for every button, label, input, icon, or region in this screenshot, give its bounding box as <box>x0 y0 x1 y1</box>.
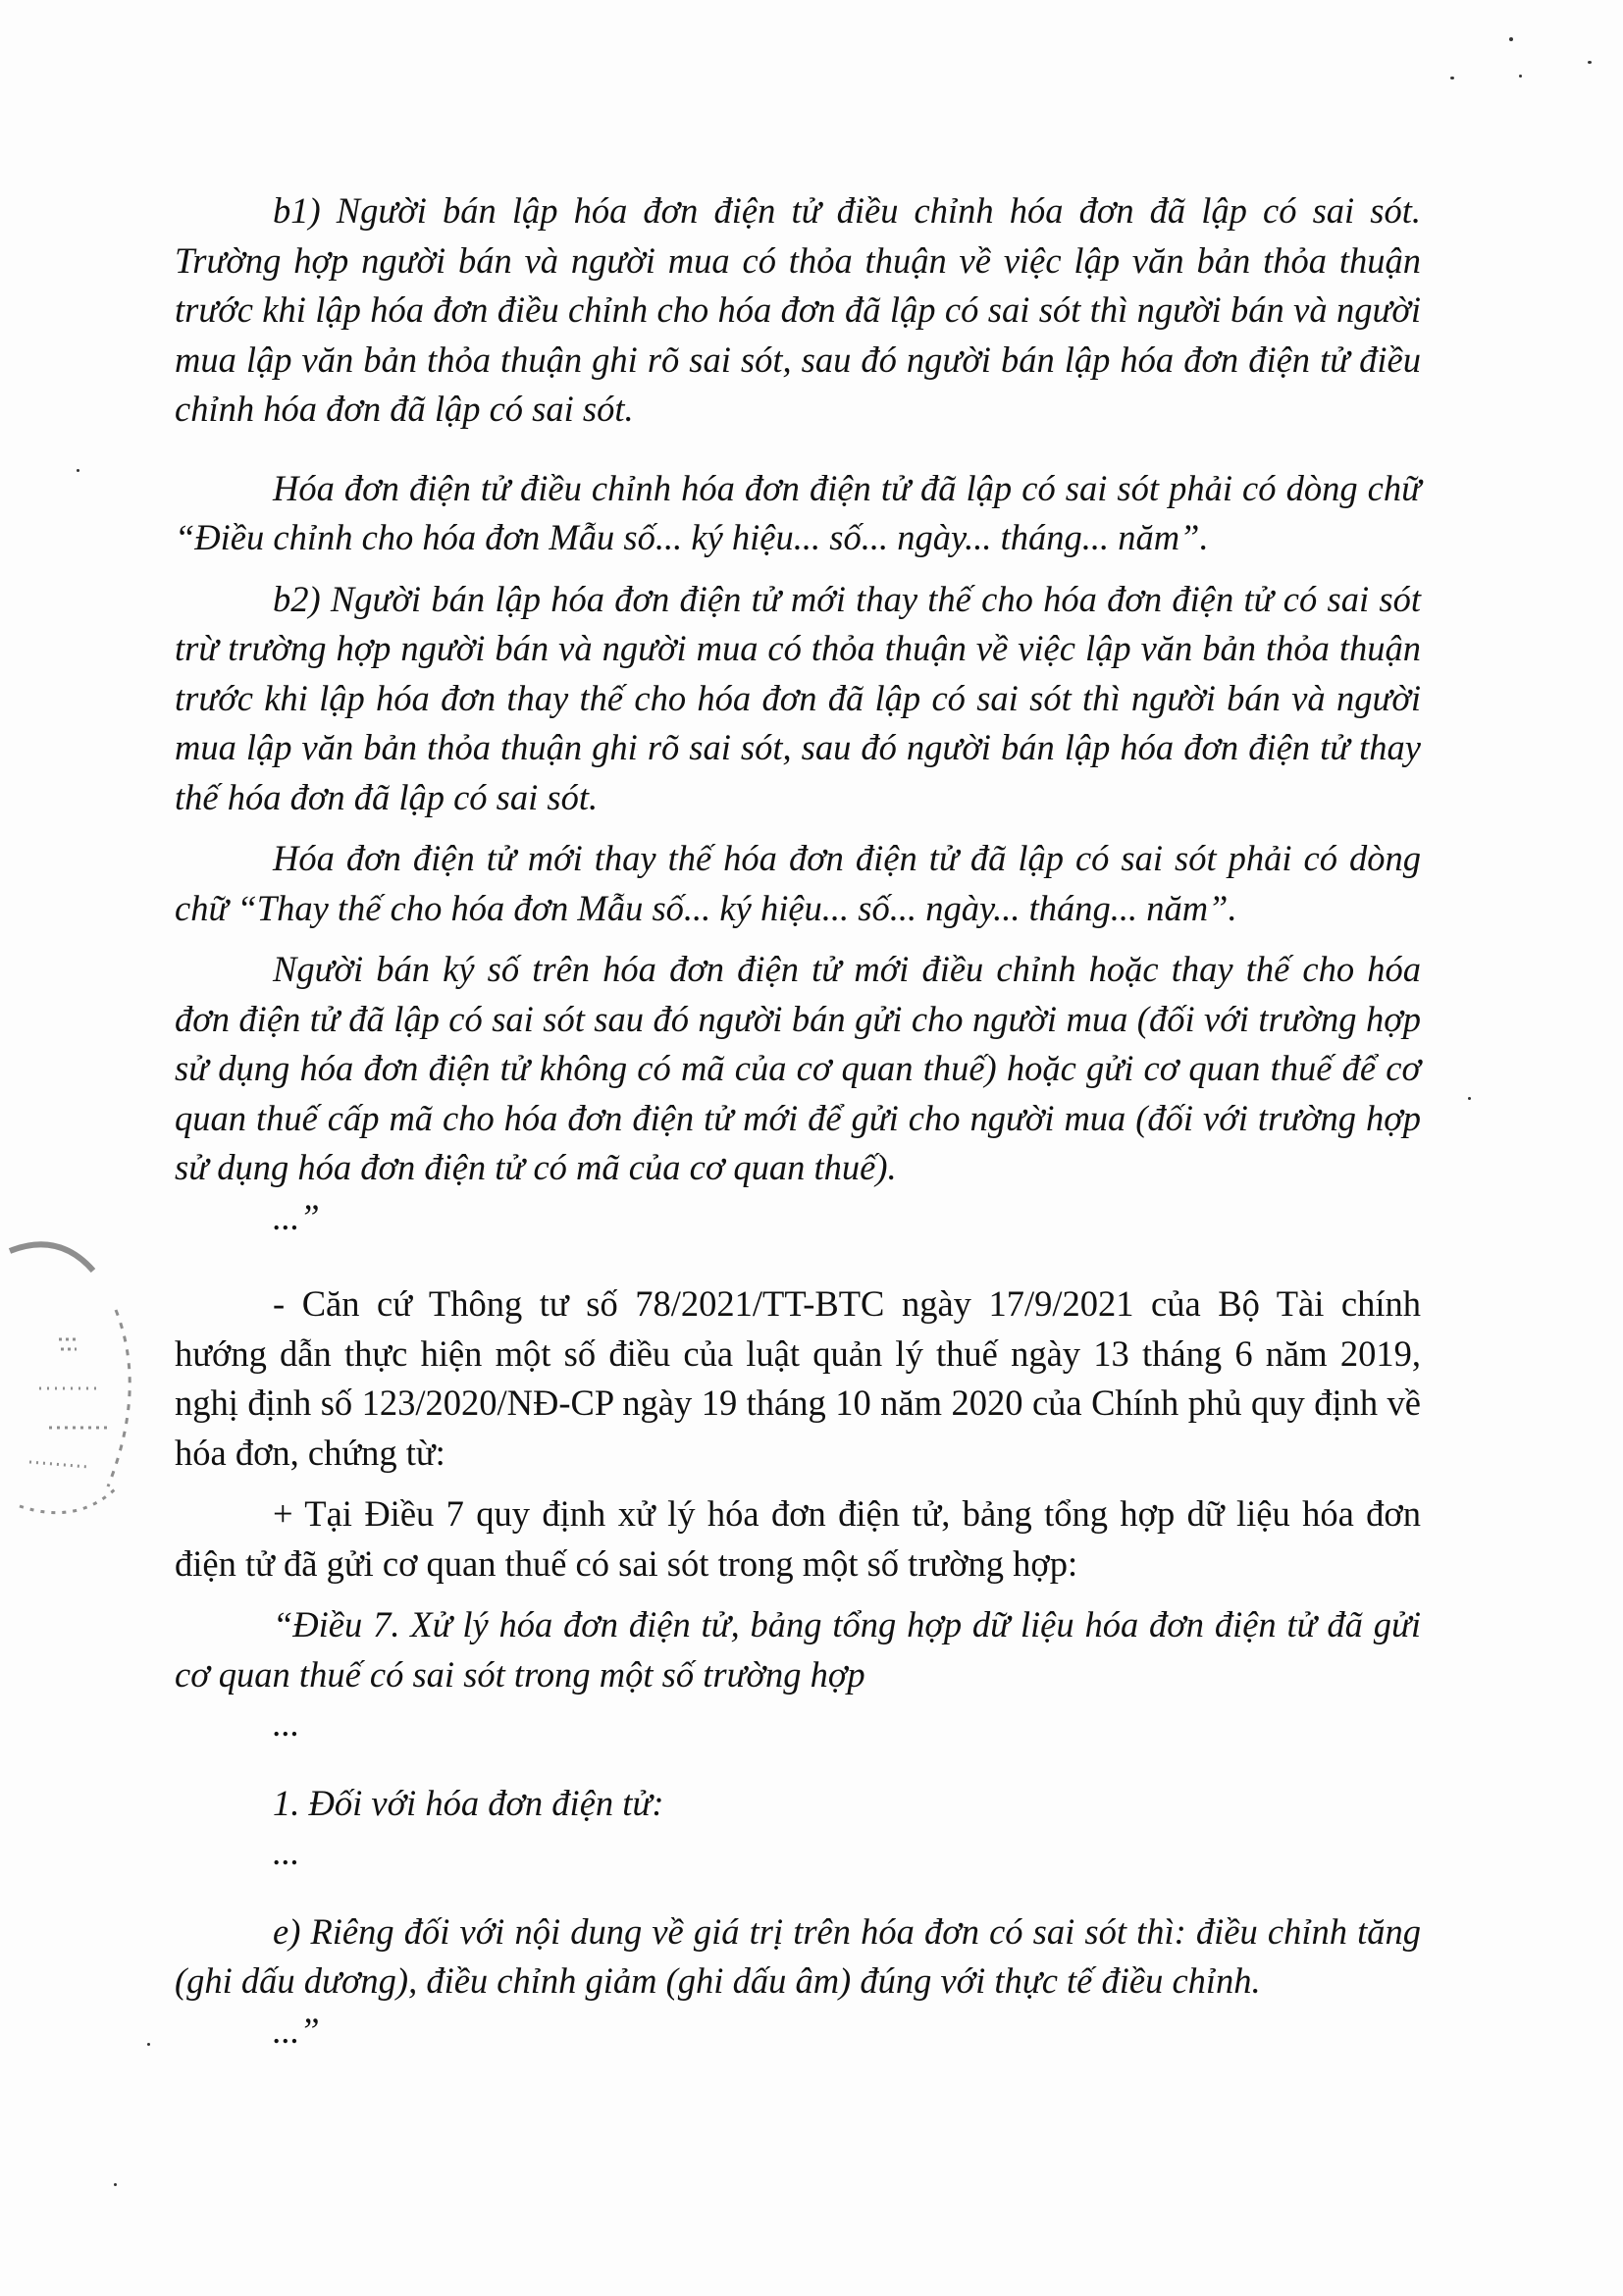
scan-speck <box>1588 61 1592 64</box>
scan-speck <box>77 469 79 472</box>
paragraph-item-e: e) Riêng đối với nội dung về giá trị trên hóa đơn có sai sót thì: điều chỉnh tăng (ghi dấu dương), điều chỉnh giảm (ghi dấu âm) đúng với thực tế điều chỉnh. <box>175 1910 1421 2001</box>
paragraph-legal-basis: - Căn cứ Thông tư số 78/2021/TT-BTC ngày 17/9/2021 của Bộ Tài chính hướng dẫn thực hiện một số điều của luật quản lý thuế ngày 13 tháng 6 năm 2019, nghị định số 123/2020/NĐ-CP ngày 19 tháng 10 năm 2020 của Chính phủ quy định về hóa đơn, chứng từ: <box>175 1283 1421 1473</box>
document-body <box>175 186 1421 2056</box>
paragraph-b1: b1) Người bán lập hóa đơn điện tử điều chỉnh hóa đơn đã lập có sai sót. Trường hợp người bán và người mua có thỏa thuận về việc lập văn bản thỏa thuận trước khi lập hóa đơn điều chỉnh cho hóa đơn đã lập có sai sót thì người bán và người mua lập văn bản thỏa thuận ghi rõ sai sót, sau đó người bán lập hóa đơn điện tử điều chỉnh hóa đơn đã lập có sai sót. <box>175 190 1421 429</box>
scan-speck <box>1450 77 1454 79</box>
paragraph-b2: b2) Người bán lập hóa đơn điện tử mới thay thế cho hóa đơn điện tử có sai sót trừ trường hợp người bán và người mua có thỏa thuận về việc lập văn bản thỏa thuận trước khi lập hóa đơn thay thế cho hóa đơn đã lập có sai sót thì người bán và người mua lập văn bản thỏa thuận ghi rõ sai sót, sau đó người bán lập hóa đơn điện tử thay thế hóa đơn đã lập có sai sót. <box>175 578 1421 817</box>
scan-speck <box>1468 1097 1471 1100</box>
scan-speck <box>1519 75 1522 78</box>
paragraph-article7-intro: + Tại Điều 7 quy định xử lý hóa đơn điện tử, bảng tổng hợp dữ liệu hóa đơn điện tử đã gửi cơ quan thuế có sai sót trong một số trường hợp: <box>175 1493 1421 1584</box>
partial-seal-stamp <box>0 1231 157 1555</box>
paragraph-b1-note: Hóa đơn điện tử điều chỉnh hóa đơn điện tử đã lập có sai sót phải có dòng chữ “Điều chỉnh cho hóa đơn Mẫu số... ký hiệu... số... ngày... tháng... năm”. <box>175 467 1421 557</box>
ellipsis: ... <box>273 1832 300 1872</box>
paragraph-item-1: 1. Đối với hóa đơn điện tử: <box>273 1782 664 1823</box>
ellipsis-close-quote: ...” <box>273 1196 320 1237</box>
paragraph-b2-note: Hóa đơn điện tử mới thay thế hóa đơn điện tử đã lập có sai sót phải có dòng chữ “Thay thế cho hóa đơn Mẫu số... ký hiệu... số... ngày... tháng... năm”. <box>175 838 1421 928</box>
ellipsis: ... <box>273 1703 300 1744</box>
scan-speck <box>147 2043 150 2046</box>
ellipsis-close-quote: ...” <box>273 2009 320 2051</box>
paragraph-article7-title: “Điều 7. Xử lý hóa đơn điện tử, bảng tổng hợp dữ liệu hóa đơn điện tử đã gửi cơ quan thuế có sai sót trong một số trường hợp <box>175 1604 1421 1695</box>
scan-speck <box>114 2183 117 2186</box>
scan-speck <box>1509 37 1513 41</box>
paragraph-signing: Người bán ký số trên hóa đơn điện tử mới điều chỉnh hoặc thay thế cho hóa đơn điện tử đã lập có sai sót sau đó người bán gửi cho người mua (đối với trường hợp sử dụng hóa đơn điện tử không có mã của cơ quan thuế) hoặc gửi cơ quan thuế để cơ quan thuế cấp mã cho hóa đơn điện tử mới để gửi cho người mua (đối với trường hợp sử dụng hóa đơn điện tử có mã của cơ quan thuế). <box>175 949 1421 1187</box>
